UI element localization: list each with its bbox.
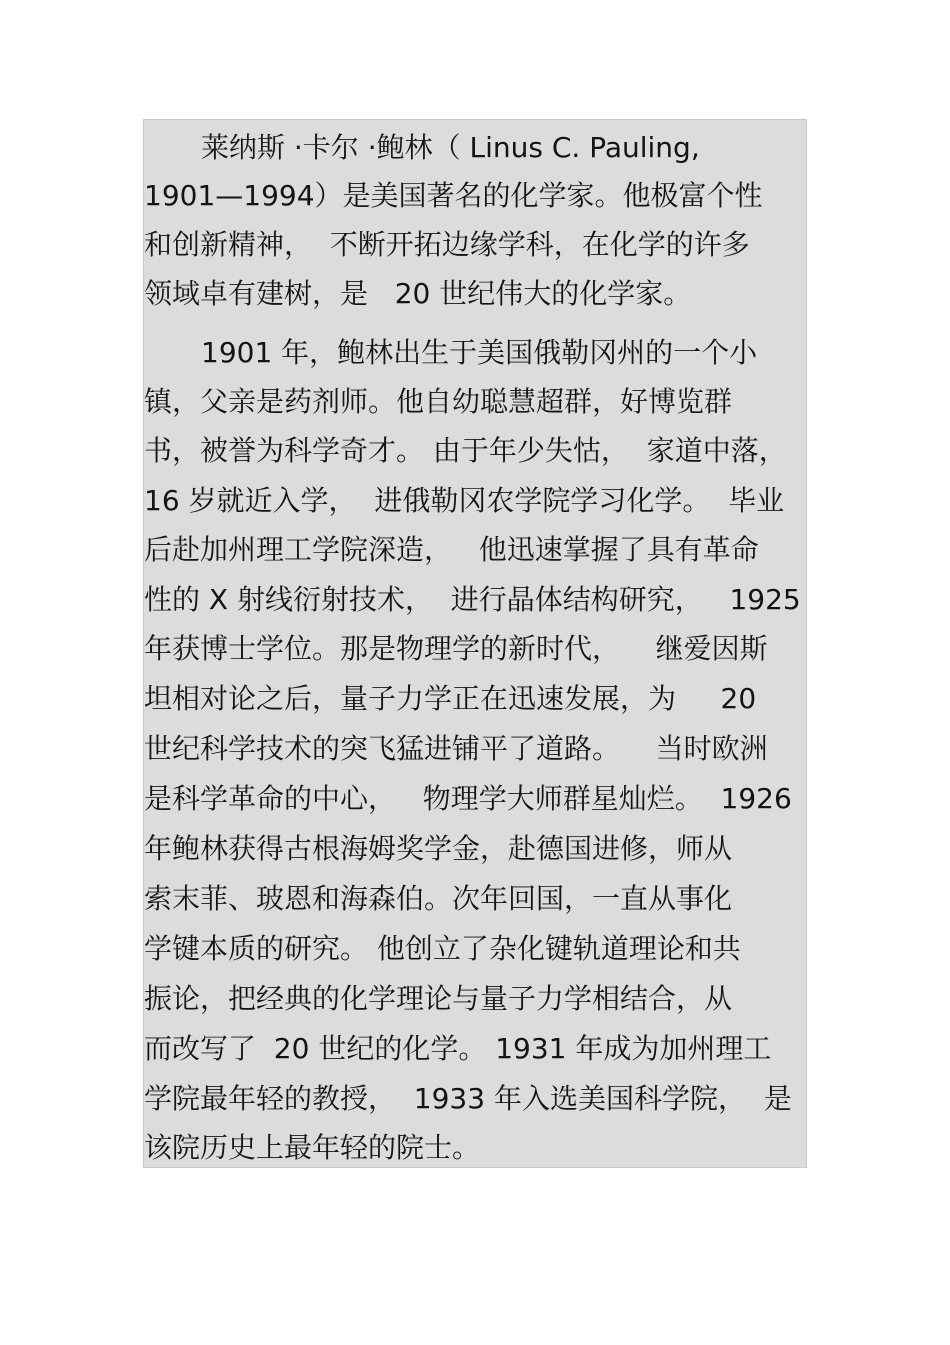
text-line: 世纪科学技术的突飞猛进铺平了道路。 当时欧洲 (144, 732, 768, 765)
text-line: 而改写了 20 世纪的化学。 1931 年成为加州理工 (144, 1032, 772, 1065)
text-line: 坦相对论之后，量子力学正在迅速发展，为 20 (144, 682, 757, 715)
text-block (143, 119, 807, 1168)
text-line: 振论，把经典的化学理论与量子力学相结合，从 (144, 982, 733, 1015)
text-line: 学键本质的研究。 他创立了杂化键轨道理论和共 (144, 932, 741, 965)
text-line: 年鲍林获得古根海姆奖学金，赴德国进修，师从 (144, 832, 733, 865)
text-line: 镇，父亲是药剂师。他自幼聪慧超群，好博览群 (144, 385, 733, 418)
text-line: 领域卓有建树，是 20 世纪伟大的化学家。 (144, 277, 692, 310)
text-line: 1901—1994）是美国著名的化学家。他极富个性 (144, 179, 763, 212)
text-line: 该院历史上最年轻的院士。 (144, 1131, 481, 1164)
text-line: 后赴加州理工学院深造， 他迅速掌握了具有革命 (144, 533, 759, 566)
text-line: 16 岁就近入学， 进俄勒冈农学院学习化学。 毕业 (144, 484, 785, 517)
text-line: 年获博士学位。那是物理学的新时代， 继爱因斯 (144, 632, 768, 665)
text-line: 性的 X 射线衍射技术， 进行晶体结构研究， 1925 (144, 583, 801, 616)
text-line: 索末菲、玻恩和海森伯。次年回国，一直从事化 (144, 882, 733, 915)
text-line: 莱纳斯 ·卡尔 ·鲍林（ Linus C. Pauling, (201, 131, 700, 164)
text-line: 是科学革命的中心， 物理学大师群星灿烂。 1926 (144, 782, 792, 815)
text-line: 和创新精神， 不断开拓边缘学科，在化学的许多 (144, 228, 750, 261)
text-line: 学院最年轻的教授， 1933 年入选美国科学院， 是 (144, 1082, 792, 1115)
text-line: 书，被誉为科学奇才。 由于年少失怙， 家道中落， (144, 434, 787, 467)
text-line: 1901 年，鲍林出生于美国俄勒冈州的一个小 (201, 336, 758, 369)
